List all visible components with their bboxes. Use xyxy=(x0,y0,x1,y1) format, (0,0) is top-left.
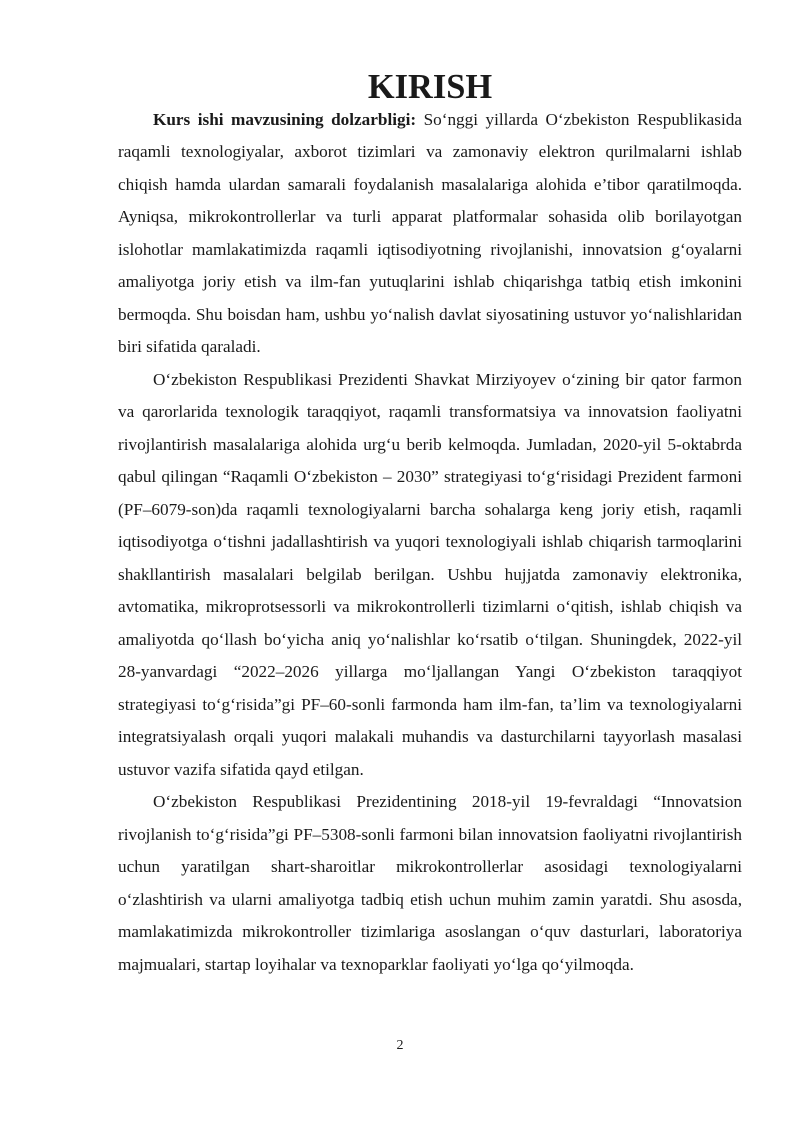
page-number: 2 xyxy=(396,1038,404,1053)
paragraph-presidential-decrees: O‘zbekiston Respublikasi Prezidenti Shavkat Mirziyoyev o‘zining bir qator farmon va qarorlarida texnologik taraqqiyot, raqamli transformatsiya va innovatsion faoliyatni rivojlantirish masalalariga alohida urg‘u berib kelmoqda. Jumladan, 2020-yil 5-oktabrda qabul qilingan “Raqamli O‘zbekiston – 2030” strategiyasi to‘g‘risidagi Prezident farmoni (PF–6079-son)da raqamli texnologiyalarni barcha sohalarga keng joriy etish, raqamli iqtisodiyotga o‘tishni jadallashtirish va yuqori texnologiyali ishlab chiqarish tarmoqlarini shakllantirish masalalari belgilab berilgan. Ushbu hujjatda zamonaviy elektronika, avtomatika, mikroprotsessorli va mikrokontrollerli tizimlarni o‘qitish, ishlab chiqish va amaliyotda qo‘llash bo‘yicha aniq yo‘nalishlar ko‘rsatib o‘tilgan. Shuningdek, 2022-yil 28-yanvardagi “2022–2026 yillarga mo‘ljallangan Yangi O‘zbekiston taraqqiyot strategiyasi to‘g‘risida”gi PF–60-sonli farmonda ham ilm-fan, ta’lim va texnologiyalarni integratsiyalash orqali yuqori malakali muhandis va dasturchilarni tayyorlash masalasi ustuvor vazifa sifatida qayd etilgan. xyxy=(118,369,742,779)
page-title: KIRISH xyxy=(367,68,493,106)
paragraph-innovation-decree: O‘zbekiston Respublikasi Prezidentining 2018-yil 19-fevraldagi “Innovatsion rivojlanish to‘g‘risida”gi PF–5308-sonli farmoni bilan innovatsion faoliyatni rivojlantirish uchun yaratilgan shart-sharoitlar mikrokontrollerlar asosidagi texnologiyalarni o‘zlashtirish va ularni amaliyotga tadbiq etish uchun muhim zamin yaratdi. Shu asosda, mamlakatimizda mikrokontroller tizimlariga asoslangan o‘quv dasturlari, laboratoriya majmualari, startap loyihalar va texnoparklar faoliyati yo‘lga qo‘yilmoqda. xyxy=(118,792,742,974)
paragraph-lead-heading: Kurs ishi mavzusining dolzarbligi: xyxy=(153,109,417,129)
paragraph-relevance xyxy=(118,104,742,364)
paragraph-text: So‘nggi yillarda O‘zbekiston Respublikasida raqamli texnologiyalar, axborot tizimlari va zamonaviy elektron qurilmalarni ishlab chiqish hamda ulardan samarali foydalanish masalalariga alohida e’tibor qaratilmoqda. Ayniqsa, mikrokontrollerlar va turli apparat platformalar sohasida olib borilayotgan islohotlar mamlakatimizda raqamli iqtisodiyotning rivojlanishi, innovatsion g‘oyalarni amaliyotga joriy etish va ilm-fan yutuqlarini ishlab chiqarishga tatbiq etish imkonini bermoqda. Shu boisdan ham, ushbu yo‘nalish davlat siyosatining ustuvor yo‘nalishlaridan biri sifatida qaraladi. xyxy=(118,109,742,356)
page-content xyxy=(118,68,742,981)
